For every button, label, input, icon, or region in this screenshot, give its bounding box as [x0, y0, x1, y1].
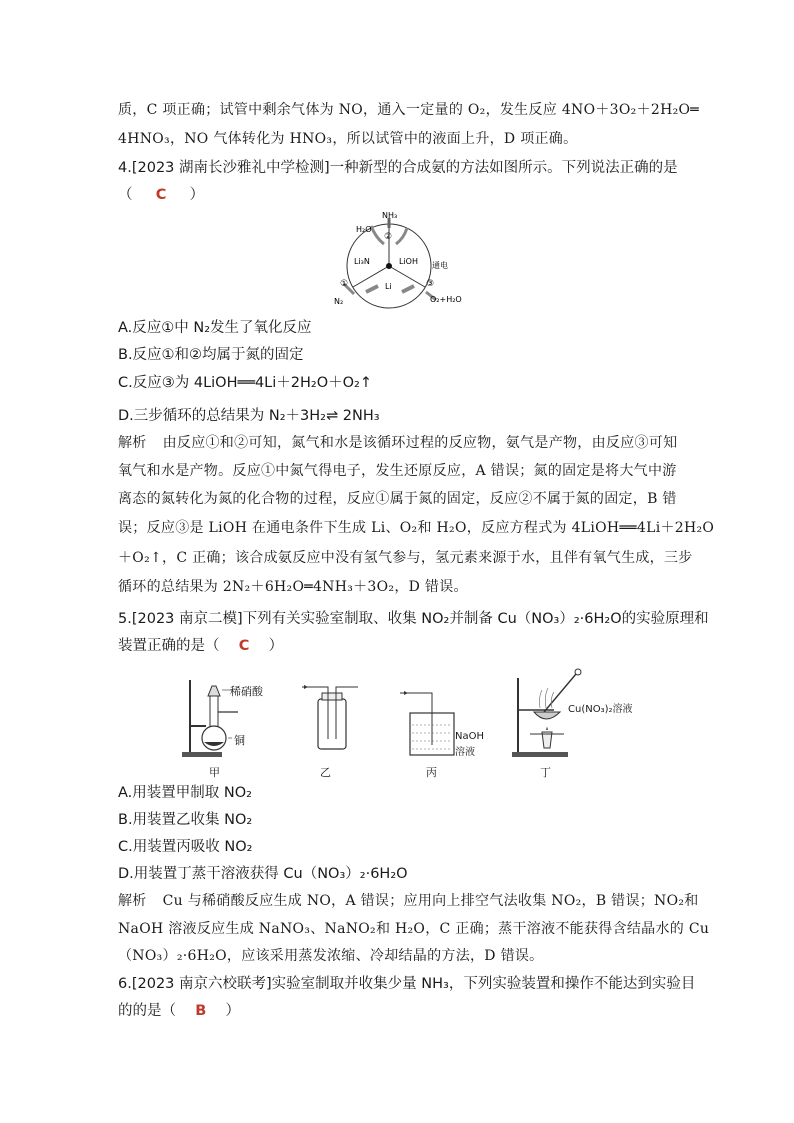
label-li3n: Li₃N [354, 257, 370, 266]
q6-answer: B [195, 1003, 207, 1019]
q5-explanation-line-2: NaOH 溶液反应生成 NaNO₃、NaNO₂和 H₂O，C 正确；蒸干溶液不能获得含结晶水的 Cu [118, 921, 710, 937]
q5-stem-line-2: 装置正确的是（ C ） [118, 638, 284, 654]
q5-answer: C [238, 638, 250, 654]
label-n2: N₂ [334, 297, 344, 306]
q4-option-b: B.反应①和②均属于氮的固定 [118, 347, 304, 363]
label-bing: 丙 [426, 766, 437, 779]
q4-explanation-line-3: 离态的氮转化为氮的化合物的过程，反应①属于氮的固定，反应②不属于氮的固定，B 错 [118, 491, 677, 507]
q6-stem-line-2: 的的是（ B ） [118, 1003, 240, 1019]
bottom-right-arrow-icon [402, 286, 414, 292]
label-ding: 丁 [540, 766, 551, 779]
apparatus-bing [398, 685, 458, 757]
q4-explanation-line-6: 循环的总结果为 2N₂＋6H₂O═4NH₃＋3O₂，D 错误。 [118, 579, 468, 595]
q4-answer: C [155, 187, 167, 203]
label-lioh: LiOH [399, 257, 418, 266]
q4-answer-line [118, 185, 204, 205]
q4-option-d: D.三步循环的总结果为 N₂＋3H₂⇌ 2NH₃ [118, 408, 380, 424]
q5-option-b: B.用装置乙收集 NO₂ [118, 812, 253, 828]
label-step2: ② [384, 232, 393, 242]
label-step3: ③ [426, 279, 435, 289]
label-yi: 乙 [320, 766, 331, 779]
cycle-arrow-icon [396, 228, 407, 244]
q5-stem-line-1: 5.[2023 南京二模]下列有关实验室制取、收集 NO₂并制备 Cu（NO₃）₂·6H₂O的实验原理和 [118, 611, 709, 627]
label-o2-h2o: O₂+H₂O [430, 295, 462, 304]
q4-option-a: A.反应①中 N₂发生了氧化反应 [118, 320, 312, 336]
q5-explanation-label: 解析 [118, 893, 147, 909]
q4-explanation-line-1: 解析 由反应①和②可知，氮气和水是该循环过程的反应物，氨气是产物，由反应③可知 [118, 435, 678, 451]
label-jia: 甲 [209, 766, 220, 779]
h2o-arrow-icon [371, 226, 384, 244]
label-dilute-nitric-acid: 稀硝酸 [230, 685, 263, 698]
label-tongdian: 通电 [432, 261, 448, 270]
label-naoh-solution: 溶液 [455, 747, 475, 758]
synthesis-cycle-diagram [326, 206, 472, 312]
label-copper: 铜 [234, 734, 245, 747]
apparatus-yi [298, 683, 360, 753]
q4-explanation-line-2: 氧气和水是产物。反应①中氮气得电子，发生还原反应，A 错误；氮的固定是将大气中游 [118, 463, 677, 479]
q4-paren-open: （ [118, 187, 133, 203]
label-step1: ① [340, 279, 349, 289]
q5-explanation-line-3: （NO₃）₂·6H₂O，应该采用蒸发浓缩、冷却结晶的方法，D 错误。 [118, 948, 544, 964]
label-li: Li [385, 282, 392, 291]
center-dot [386, 263, 392, 269]
bottom-left-arrow-icon [366, 286, 378, 292]
q5-explanation-line-1: 解析 Cu 与稀硝酸反应生成 NO，A 错误；应用向上排空气法收集 NO₂，B 错误；NO₂和 [118, 893, 699, 909]
label-nh3: NH₃ [382, 211, 398, 220]
q5-option-d: D.用装置丁蒸干溶液获得 Cu（NO₃）₂·6H₂O [118, 866, 408, 882]
label-h2o: H₂O [356, 225, 372, 234]
q5-option-c: C.用装置丙吸收 NO₂ [118, 839, 253, 855]
q4-paren-close: ） [189, 187, 205, 203]
q6-stem-line-1: 6.[2023 南京六校联考]实验室制取并收集少量 NH₃，下列实验装置和操作不能达到实验目 [118, 976, 696, 992]
q4-option-c: C.反应③为 4LiOH══4Li＋2H₂O＋O₂↑ [118, 375, 373, 391]
label-naoh: NaOH [455, 731, 484, 742]
q5-option-a: A.用装置甲制取 NO₂ [118, 785, 252, 801]
q4-stem: 4.[2023 湖南长沙雅礼中学检测]一种新型的合成氨的方法如图所示。下列说法正确的是 [118, 160, 678, 176]
continuation-line-2: 4HNO₃，NO 气体转化为 HNO₃，所以试管中的液面上升，D 项正确。 [118, 131, 578, 147]
q4-explanation-line-4: 误；反应③是 LiOH 在通电条件下生成 Li、O₂和 H₂O，反应方程式为 4LiOH══4Li＋2H₂O [118, 520, 715, 536]
label-cu-nitrate-solution: Cu(NO₃)₂溶液 [568, 704, 633, 715]
q4-explanation-line-5: ＋O₂↑，C 正确；该合成氨反应中没有氢气参与，氢元素来源于水，且伴有氧气生成，三步 [118, 550, 693, 566]
q4-explanation-label: 解析 [118, 435, 147, 451]
continuation-line-1: 质，C 项正确；试管中剩余气体为 NO，通入一定量的 O₂，发生反应 4NO＋3O₂＋2H₂O═ [118, 102, 699, 118]
